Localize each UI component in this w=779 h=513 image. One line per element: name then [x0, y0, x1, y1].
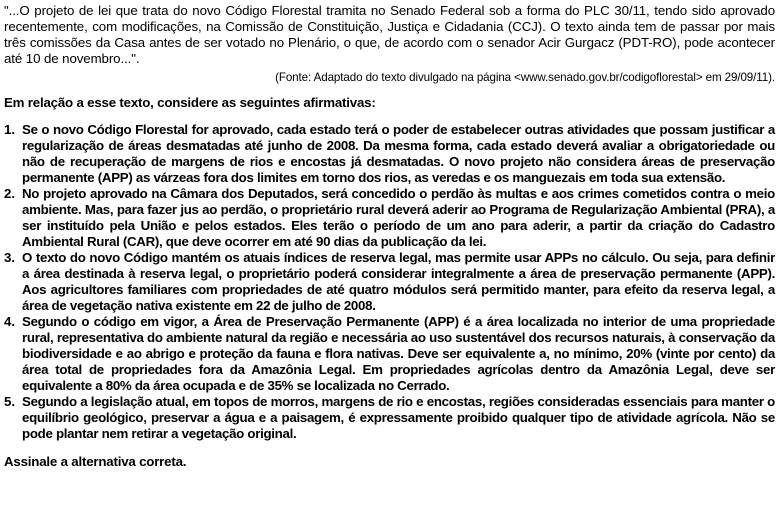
question-document	[4, 3, 775, 470]
statement-text: No projeto aprovado na Câmara dos Deputados, será concedido o perdão às multas e aos crimes cometidos contra o meio ambiente. Mas, para fazer jus ao perdão, o proprietário rural deverá aderir ao Programa de Regularização Ambiental (PRA), a ser instituído pela União e pelos estados. Eles terão o período de um ano para aderir, a partir da criação do Cadastro Ambiental Rural (CAR), que deve ocorrer em até 90 dias da publicação da lei.	[22, 186, 775, 249]
statement-text: Segundo a legislação atual, em topos de morros, margens de rio e encostas, regiões consideradas essenciais para manter o equilíbrio geológico, preservar a água e a paisagem, é expressamente proibido qualquer tipo de atividade agrícola. Não se pode plantar nem retirar a vegetação original.	[22, 394, 775, 441]
statement-text: Se o novo Código Florestal for aprovado, cada estado terá o poder de estabelecer outras atividades que possam justificar a regularização de áreas desmatadas até junho de 2008. Da mesma forma, cada estado deverá avaliar a obrigatoriedade ou não de recuperação de margens de rios e encostas já desmatadas. O novo projeto não considera áreas de preservação permanente (APP) as várzeas fora dos limites em torno dos rios, as veredas e os manguezais em toda sua extensão.	[22, 122, 775, 185]
source-line: (Fonte: Adaptado do texto divulgado na página <www.senado.gov.br/codigoflorestal> em 29/09/11).	[275, 71, 775, 84]
statement-number: 5.	[4, 394, 16, 409]
statement-item-2	[4, 186, 775, 250]
statement-text: O texto do novo Código mantém os atuais índices de reserva legal, mas permite usar APPs no cálculo. Ou seja, para definir a área destinada à reserva legal, o proprietário poderá considerar integralmente a área de preservação permanente (APP). Aos agricultores familiares com propriedades de até quatro módulos será permitido manter, para efeito da reserva legal, a área de vegetação nativa existente em 22 de julho de 2008.	[22, 250, 775, 313]
statement-item-5	[4, 394, 775, 442]
statement-number: 3.	[4, 250, 16, 265]
statement-item-4	[4, 314, 775, 394]
statement-text: Segundo o código em vigor, a Área de Preservação Permanente (APP) é a área localizada no interior de uma propriedade rural, representativa do ambiente natural da região e necessária ao uso sustentável dos recursos naturais, à conservação da biodiversidade e ao abrigo e proteção da fauna e flora nativas. Deve ser equivalente a, no mínimo, 20% (vinte por cento) da área total de propriedades fora da Amazônia Legal. Em propriedades agrícolas dentro da Amazônia Legal, deve ser equivalente a 80% da área ocupada e de 35% se localizada no Cerrado.	[22, 314, 775, 393]
quote-paragraph: "...O projeto de lei que trata do novo Código Florestal tramita no Senado Federal sob a forma do PLC 30/11, tendo sido aprovado recentemente, com modificações, na Comissão de Constituição, Justiça e Cidadania (CCJ). O texto ainda tem de passar por mais três comissões da Casa antes de ser votado no Plenário, o que, de acordo com o senador Acir Gurgacz (PDT-RO), pode acontecer até 10 de novembro...".	[4, 3, 775, 66]
statement-number: 4.	[4, 314, 16, 329]
statement-number: 2.	[4, 186, 16, 201]
instructions-heading: Em relação a esse texto, considere as seguintes afirmativas:	[4, 95, 376, 110]
statement-item-1	[4, 122, 775, 186]
statement-item-3	[4, 250, 775, 314]
closing-instruction: Assinale a alternativa correta.	[4, 454, 187, 469]
statement-number: 1.	[4, 122, 16, 137]
statements-list	[4, 122, 775, 442]
